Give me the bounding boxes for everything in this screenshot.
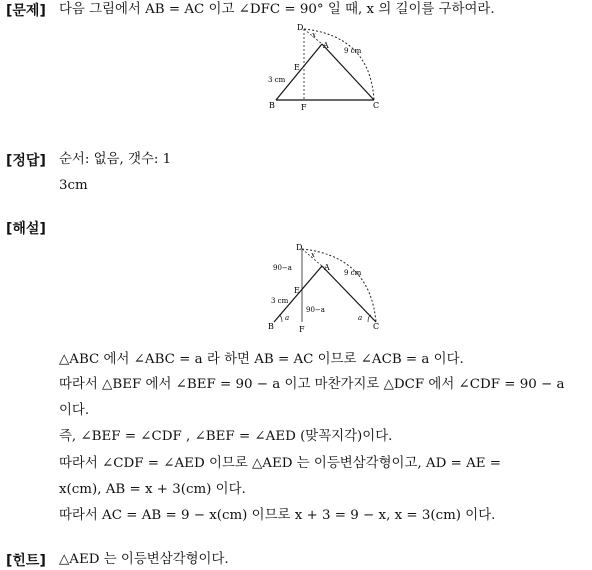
answer-label: [정답] — [6, 153, 46, 169]
segment-ab — [276, 44, 322, 100]
solution-line-5: 따라서 ∠CDF = ∠AED 이므로 △AED 는 이등변삼각형이고, AD = AE = — [59, 456, 501, 471]
label-9cm: 9 cm — [344, 269, 362, 277]
solution-line-2: 따라서 △BEF 에서 ∠BEF = 90 − a 이고 마찬가지로 △DCF 에서 ∠CDF = 90 − a — [59, 377, 565, 392]
label-90a-mid: 90−a — [306, 306, 325, 314]
label-3cm: 3 cm — [268, 76, 286, 84]
label-x: x — [312, 31, 316, 39]
point-a: A — [324, 263, 330, 272]
answer-value: 3cm — [59, 178, 88, 193]
point-d: D — [296, 243, 303, 252]
label-90a-top: 90−a — [273, 264, 292, 272]
answer-meta: 순서: 없음, 갯수: 1 — [59, 152, 172, 167]
hint-label: [힌트] — [6, 553, 46, 569]
point-d: D — [297, 23, 304, 32]
label-a-right: a — [358, 314, 363, 322]
point-b: B — [268, 322, 274, 331]
solution-label: [해설] — [6, 221, 46, 237]
point-f: F — [301, 103, 307, 112]
solution-figure — [266, 240, 396, 335]
point-b: B — [269, 101, 275, 110]
point-c: C — [373, 322, 380, 331]
point-e: E — [294, 286, 300, 295]
label-3cm: 3 cm — [271, 297, 289, 305]
solution-line-7: 따라서 AC = AB = 9 − x(cm) 이므로 x + 3 = 9 − x, x = 3(cm) 이다. — [59, 508, 496, 523]
problem-text: 다음 그림에서 AB = AC 이고 ∠DFC = 90° 일 때, x 의 길이를 구하여라. — [59, 2, 495, 17]
solution-line-4: 즉, ∠BEF = ∠CDF , ∠BEF = ∠AED (맞꼭지각)이다. — [59, 429, 393, 444]
label-9cm: 9 cm — [344, 47, 362, 55]
point-a: A — [323, 41, 329, 50]
label-x: x — [311, 251, 315, 259]
problem-figure — [262, 22, 392, 112]
solution-line-1: △ABC 에서 ∠ABC = a 라 하면 AB = AC 이므로 ∠ACB = a 이다. — [59, 352, 464, 367]
hint-text: △AED 는 이등변삼각형이다. — [59, 552, 229, 567]
solution-line-3: 이다. — [59, 403, 90, 418]
solution-line-6: x(cm), AB = x + 3(cm) 이다. — [59, 482, 246, 497]
label-a-left: a — [285, 314, 290, 322]
problem-label: [문제] — [6, 3, 46, 19]
point-f: F — [299, 325, 305, 334]
point-c: C — [373, 101, 380, 110]
point-e: E — [294, 63, 300, 72]
